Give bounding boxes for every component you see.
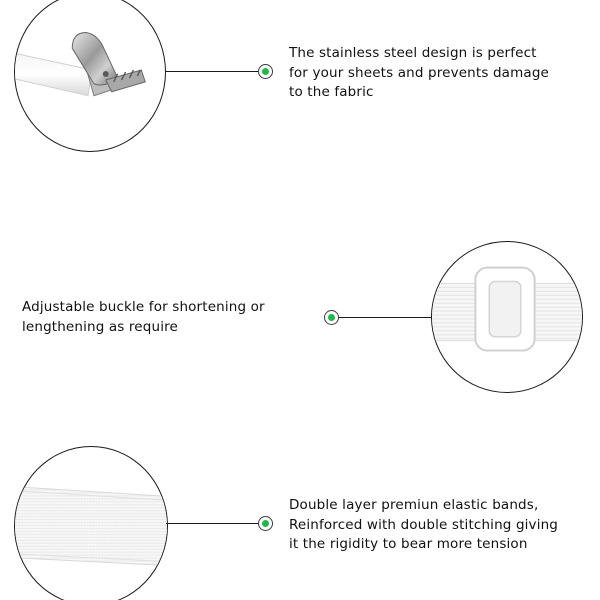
connector-line-1 (166, 71, 259, 72)
bullet-dot-3 (258, 516, 273, 531)
bullet-dot-1 (258, 64, 273, 79)
connector-line-3 (166, 523, 259, 524)
clip-image-circle (14, 0, 166, 152)
caption-line: Adjustable buckle for shortening or (22, 299, 265, 315)
elastic-image-circle (14, 446, 168, 600)
elastic-band-image (15, 447, 167, 600)
connector-line-2 (339, 317, 432, 318)
caption-line: Reinforced with double stitching giving (289, 516, 559, 533)
buckle-image-circle (431, 241, 583, 393)
caption-line: it the rigidity to bear more tension (289, 536, 528, 552)
caption-line: Double layer premiun elastic bands, (289, 497, 539, 513)
adjustable-buckle-image (432, 242, 582, 392)
caption-line: to the fabric (289, 84, 374, 100)
bullet-dot-2 (324, 310, 339, 325)
caption-stainless-steel (289, 44, 549, 103)
caption-elastic-bands (289, 496, 558, 555)
caption-line: lengthening as require (22, 318, 178, 335)
caption-adjustable-buckle (22, 298, 265, 337)
caption-line: The stainless steel design is perfect (289, 45, 537, 61)
stainless-steel-clip-image (15, 0, 165, 151)
caption-line: for your sheets and prevents damage (289, 64, 549, 81)
